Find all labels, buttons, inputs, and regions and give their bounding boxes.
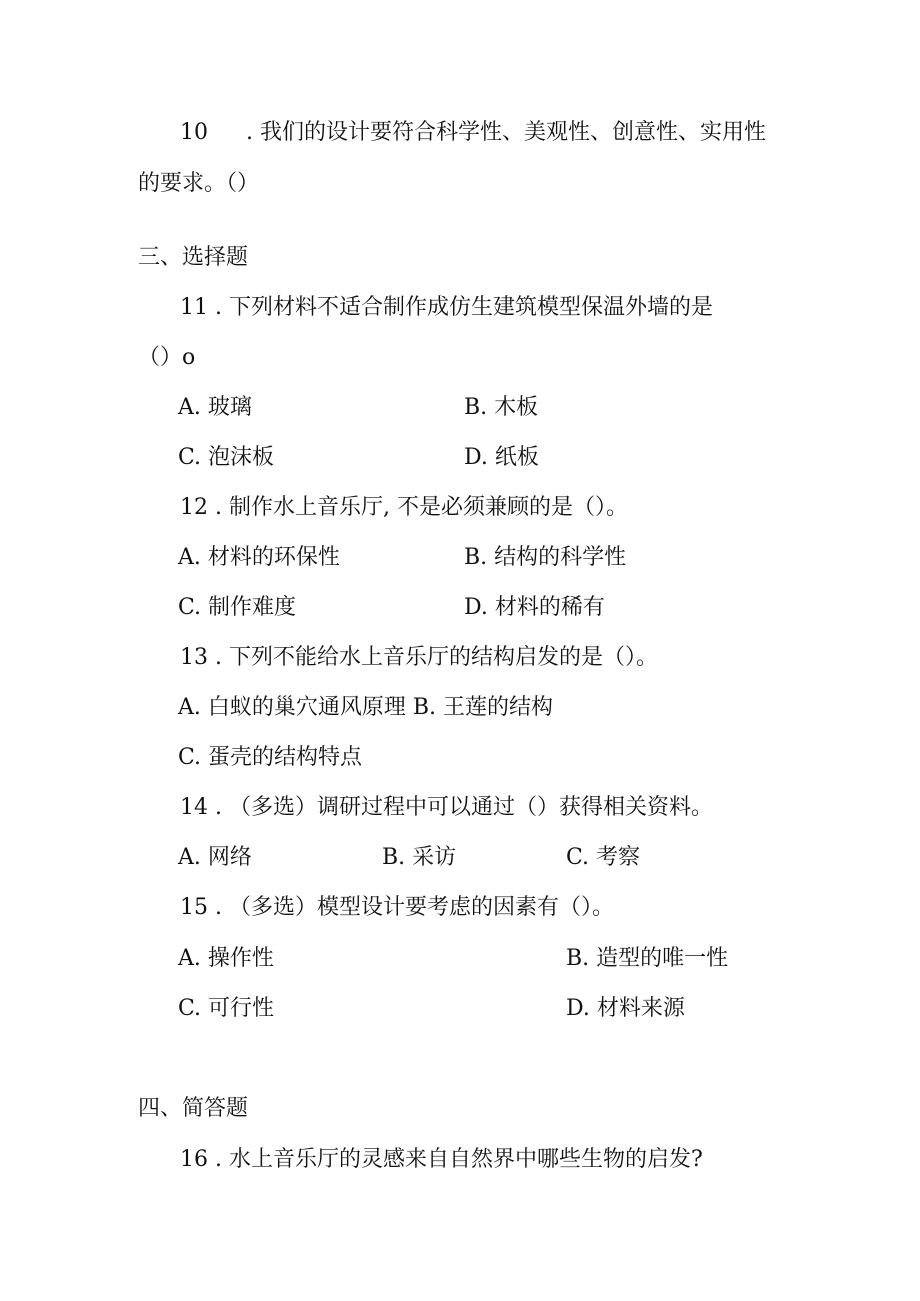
question-11-option-a: A. 玻璃 <box>178 395 252 420</box>
question-12-option-c: C. 制作难度 <box>178 595 297 620</box>
question-13-options: A. 白蚁的巢穴通风原理 B. 王莲的结构 <box>178 695 554 720</box>
question-13-option-c: C. 蛋壳的结构特点 <box>178 745 363 770</box>
question-11-option-d: D. 纸板 <box>464 445 539 470</box>
question-13-stem: 13 . 下列不能给水上音乐厅的结构启发的是（）。 <box>180 645 658 670</box>
question-15-stem: 15 . （多选）模型设计要考虑的因素有（）。 <box>180 895 614 920</box>
question-15-option-a: A. 操作性 <box>178 946 274 971</box>
question-14-option-a: A. 网络 <box>178 845 252 870</box>
question-14-stem: 14 . （多选）调研过程中可以通过（）获得相关资料。 <box>180 795 713 820</box>
question-12-option-d: D. 材料的稀有 <box>464 595 605 620</box>
question-10-text: . 我们的设计要符合科学性、美观性、创意性、实用性 <box>246 120 766 145</box>
question-16-stem: 16 . 水上音乐厅的灵感来自自然界中哪些生物的启发? <box>180 1147 703 1172</box>
question-12-stem: 12 . 制作水上音乐厅, 不是必须兼顾的是（）。 <box>180 495 628 520</box>
question-10-text-continued: 的要求。（） <box>138 171 260 196</box>
section-title-choice: 三、选择题 <box>138 245 249 270</box>
question-15-option-b: B. 造型的唯一性 <box>566 946 729 971</box>
question-14-option-b: B. 采访 <box>382 845 457 870</box>
question-12-option-a: A. 材料的环保性 <box>178 545 340 570</box>
question-11-stem: 11 . 下列材料不适合制作成仿生建筑模型保温外墙的是 <box>180 295 713 320</box>
question-11-stem-continued: （）o <box>138 345 196 370</box>
section-title-short-answer: 四、简答题 <box>138 1096 249 1121</box>
question-15-option-c: C. 可行性 <box>178 996 275 1021</box>
question-14-option-c: C. 考察 <box>566 845 641 870</box>
question-11-option-b: B. 木板 <box>464 395 539 420</box>
question-15-option-d: D. 材料来源 <box>566 996 685 1021</box>
question-11-option-c: C. 泡沫板 <box>178 445 275 470</box>
question-10-number: 10 <box>180 120 208 145</box>
question-12-option-b: B. 结构的科学性 <box>464 545 627 570</box>
